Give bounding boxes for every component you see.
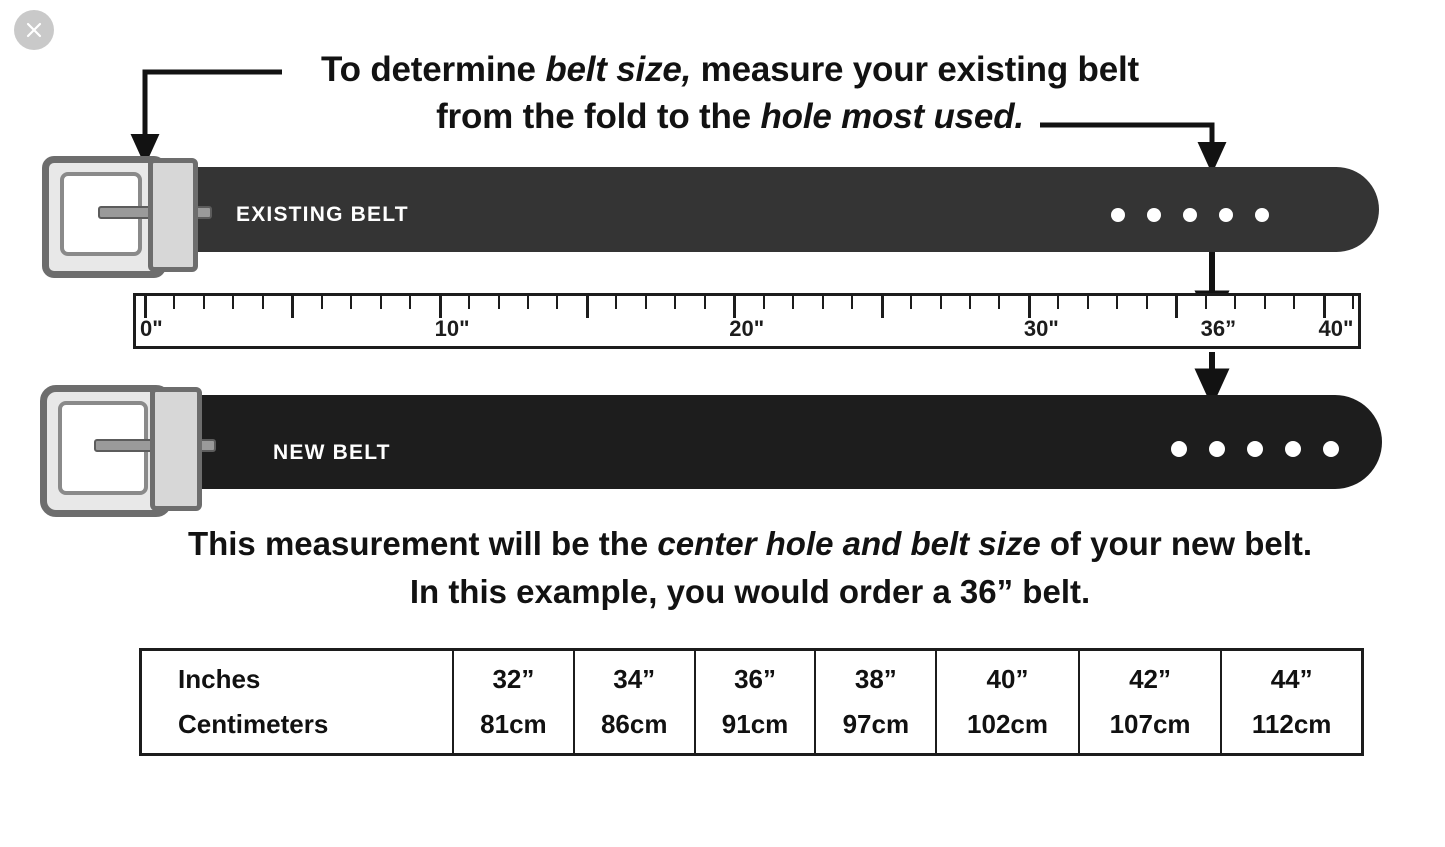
ruler-tick-minor <box>792 296 794 309</box>
belt-hole <box>1247 441 1263 457</box>
ruler-label: 10ʺ <box>434 316 470 341</box>
caption-line1-part1: This measurement will be the <box>187 525 658 562</box>
ruler-tick-major <box>291 296 294 318</box>
existing-belt <box>36 150 1376 280</box>
ruler-label: 36” <box>1200 316 1237 341</box>
ruler-label: 20ʺ <box>729 316 765 341</box>
size-cell: 81cm <box>453 702 574 755</box>
ruler-tick-minor <box>645 296 647 309</box>
belt-hole <box>1209 441 1225 457</box>
ruler-tick-minor <box>1352 296 1354 309</box>
belt-hole <box>1323 441 1339 457</box>
size-cell: 34” <box>574 650 695 703</box>
ruler-tick-minor <box>674 296 676 309</box>
size-cell: 97cm <box>815 702 936 755</box>
ruler-label: 40ʺ <box>1318 316 1354 341</box>
ruler-tick-minor <box>380 296 382 309</box>
ruler-tick-minor <box>409 296 411 309</box>
caption-line2: In this example, you would order a 36” belt. <box>409 573 1091 610</box>
belt-hole <box>1255 208 1269 222</box>
headline-line1-part1: To determine <box>321 50 546 89</box>
new-belt-holes <box>1171 441 1339 457</box>
caption <box>130 520 1370 616</box>
ruler-tick-major <box>1323 296 1326 318</box>
ruler-tick-major <box>733 296 736 318</box>
size-cell: 38” <box>815 650 936 703</box>
headline <box>280 46 1180 140</box>
size-cell: 107cm <box>1079 702 1222 755</box>
ruler-tick-minor <box>822 296 824 309</box>
ruler-tick-major <box>586 296 589 318</box>
size-cell: 102cm <box>936 702 1079 755</box>
ruler <box>133 293 1361 349</box>
ruler-tick-major <box>439 296 442 318</box>
ruler-tick-minor <box>321 296 323 309</box>
belt-hole <box>1171 441 1187 457</box>
size-cell: 112cm <box>1221 702 1362 755</box>
ruler-tick-minor <box>1205 296 1207 309</box>
new-belt <box>36 383 1381 513</box>
ruler-tick-minor <box>851 296 853 309</box>
row-header-inches: Inches <box>178 664 261 694</box>
ruler-tick-major <box>1028 296 1031 318</box>
size-cell: 32” <box>453 650 574 703</box>
headline-line1-emphasis: belt size, <box>545 50 692 89</box>
row-header-centimeters: Centimeters <box>178 709 329 739</box>
belt-hole <box>1219 208 1233 222</box>
ruler-tick-minor <box>1234 296 1236 309</box>
ruler-tick-major <box>144 296 147 318</box>
belt-hole <box>1183 208 1197 222</box>
ruler-tick-minor <box>1264 296 1266 309</box>
ruler-tick-minor <box>1057 296 1059 309</box>
size-cell: 36” <box>695 650 816 703</box>
ruler-tick-minor <box>704 296 706 309</box>
size-cell: 44” <box>1221 650 1362 703</box>
ruler-tick-major <box>881 296 884 318</box>
headline-line2-emphasis: hole most used. <box>760 97 1024 136</box>
size-cell: 86cm <box>574 702 695 755</box>
ruler-tick-minor <box>969 296 971 309</box>
ruler-tick-minor <box>763 296 765 309</box>
size-cell: 42” <box>1079 650 1222 703</box>
ruler-tick-minor <box>910 296 912 309</box>
existing-belt-holes <box>1111 208 1269 222</box>
table-row <box>141 650 1363 703</box>
ruler-label: 30ʺ <box>1023 316 1059 341</box>
existing-belt-label: EXISTING BELT <box>236 203 409 226</box>
size-chart-table <box>139 648 1364 756</box>
ruler-label: 0ʺ <box>140 316 163 341</box>
ruler-tick-minor <box>350 296 352 309</box>
ruler-tick-minor <box>556 296 558 309</box>
belt-hole <box>1285 441 1301 457</box>
ruler-tick-minor <box>1087 296 1089 309</box>
ruler-tick-minor <box>232 296 234 309</box>
size-cell: 91cm <box>695 702 816 755</box>
belt-hole <box>1111 208 1125 222</box>
ruler-tick-minor <box>498 296 500 309</box>
caption-line1-emphasis: center hole and belt size <box>657 525 1041 562</box>
ruler-tick-minor <box>527 296 529 309</box>
belt-hole <box>1147 208 1161 222</box>
ruler-tick-minor <box>1293 296 1295 309</box>
ruler-tick-minor <box>173 296 175 309</box>
ruler-tick-minor <box>998 296 1000 309</box>
ruler-tick-major <box>1175 296 1178 318</box>
ruler-tick-minor <box>1146 296 1148 309</box>
arrow-to-fold <box>145 72 282 160</box>
new-belt-label: NEW BELT <box>273 441 391 464</box>
ruler-tick-minor <box>203 296 205 309</box>
headline-line1-part2: measure your existing belt <box>691 50 1139 89</box>
size-cell: 40” <box>936 650 1079 703</box>
ruler-tick-minor <box>940 296 942 309</box>
ruler-tick-minor <box>262 296 264 309</box>
headline-line2-part1: from the fold to the <box>436 97 761 136</box>
table-row <box>141 702 1363 755</box>
ruler-tick-minor <box>1116 296 1118 309</box>
ruler-tick-minor <box>468 296 470 309</box>
ruler-tick-minor <box>615 296 617 309</box>
caption-line1-part2: of your new belt. <box>1040 525 1313 562</box>
